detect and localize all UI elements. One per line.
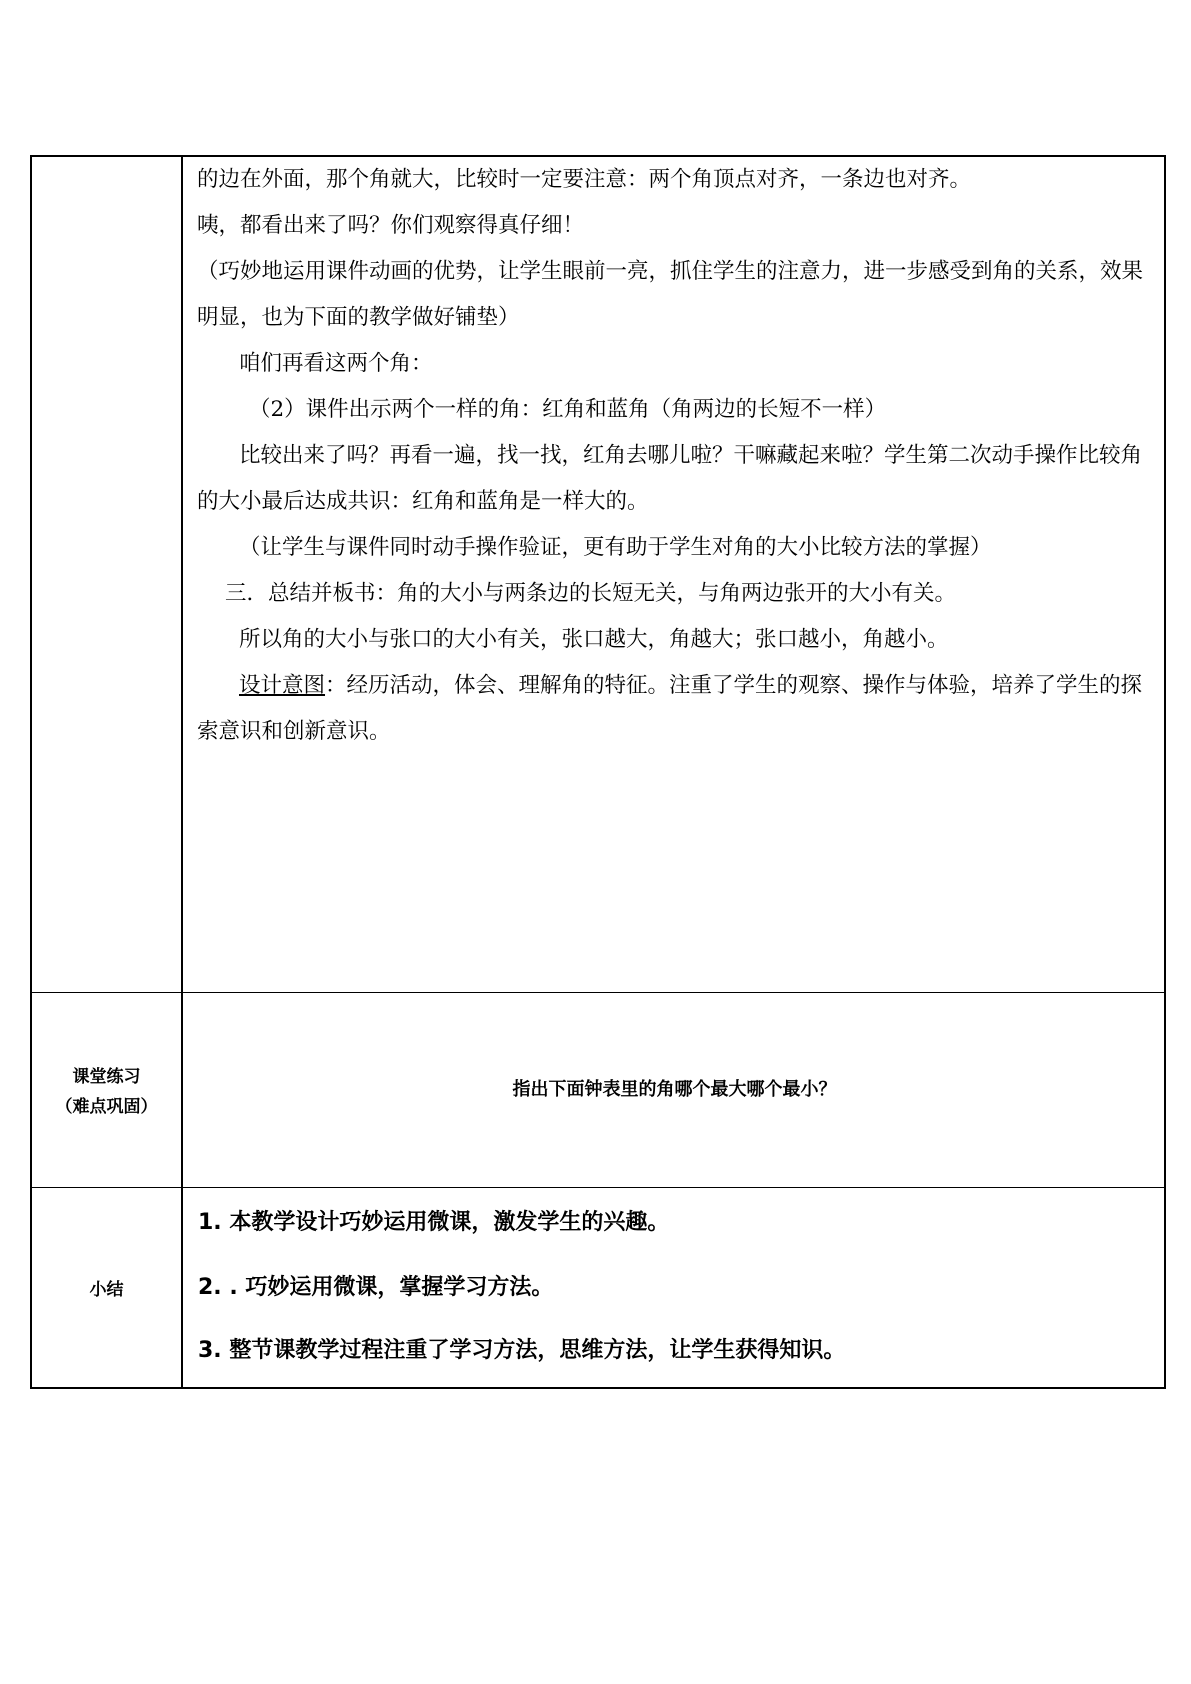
body-line-4: 咱们再看这两个角： [239,351,433,376]
row-divider-practice [32,992,1164,993]
body-line-3: （巧妙地运用课件动画的优势，让学生眼前一亮，抓住学生的注意力，进一步感受到角的关系，效果明显，也为下面的教学做好铺垫） [197,259,1144,330]
practice-label-line2: （难点巩固） [55,1097,158,1117]
summary-item-2: 2. . 巧妙运用微课，掌握学习方法。 [198,1275,554,1300]
summary-label: 小结 [89,1280,124,1300]
teaching-process-text [197,157,1157,755]
design-intent-label: 设计意图 [239,673,326,698]
design-intent-text: ：经历活动，体会、理解角的特征。注重了学生的观察、操作与体验，培养了学生的探索意识和创新意识。 [197,673,1143,744]
body-line-2: 咦，都看出来了吗？你们观察得真仔细！ [197,213,585,238]
lesson-table [30,155,1166,1389]
body-line-1: 的边在外面，那个角就大，比较时一定要注意：两个角顶点对齐，一条边也对齐。 [197,167,972,192]
body-line-7: （让学生与课件同时动手操作验证，更有助于学生对角的大小比较方法的掌握） [239,535,992,560]
body-line-5: （2）课件出示两个一样的角：红角和蓝角（角两边的长短不一样） [249,397,887,422]
body-line-8: 三．总结并板书：角的大小与两条边的长短无关，与角两边张开的大小有关。 [225,581,957,606]
practice-label-line1: 课堂练习 [72,1067,141,1087]
row-divider-summary [32,1187,1164,1188]
body-line-9: 所以角的大小与张口的大小有关，张口越大，角越大；张口越小，角越小。 [239,627,949,652]
design-intent-paragraph [197,663,1157,755]
summary-item-1: 1. 本教学设计巧妙运用微课，激发学生的兴趣。 [198,1210,670,1235]
summary-item-3: 3. 整节课教学过程注重了学习方法，思维方法，让学生获得知识。 [198,1338,846,1363]
practice-label [32,1062,181,1122]
body-line-6: 比较出来了吗？再看一遍，找一找，红角去哪儿啦？干嘛藏起来啦？学生第二次动手操作比较角的大小最后达成共识：红角和蓝角是一样大的。 [197,443,1143,514]
practice-content: 指出下面钟表里的角哪个最大哪个最小？ [512,1079,837,1100]
column-divider [181,157,183,1387]
